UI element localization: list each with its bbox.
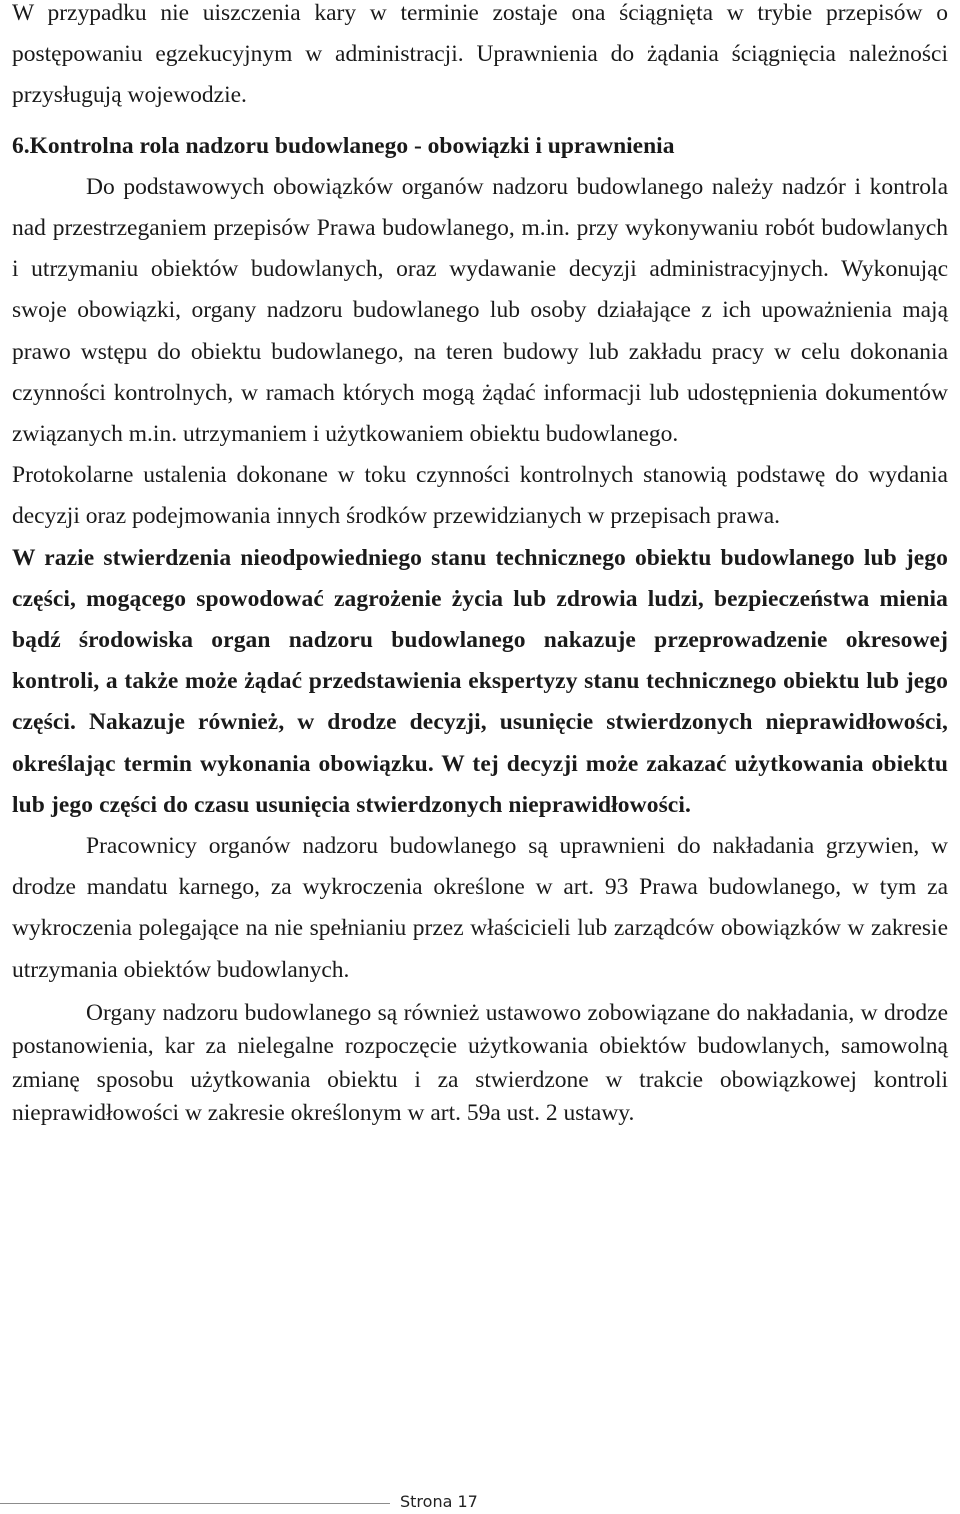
paragraph-penalties: Organy nadzoru budowlanego są również ustawowo zobowiązane do nakładania, w drodze postanowienia, kar za nielegalne rozpoczęcie użytkowania obiektów budowlanych, samowolną zmianę sposobu użytkowania obiektu i za stwierdzone w trakcie obowiązkowej kontroli nieprawidłowości w zakresie określonym w art. 59a ust. 2 ustawy. — [12, 999, 948, 1127]
footer-divider — [0, 1503, 390, 1504]
paragraph-supervision-duties: Do podstawowych obowiązków organów nadzoru budowlanego należy nadzór i kontrola nad przestrzeganiem przepisów Prawa budowlanego, m.in. przy wykonywaniu robót budowlanych i utrzymaniu obiektów budowlanych, oraz wydawanie decyzji administracyjnych. Wykonując swoje obowiązki, organy nadzoru budowlanego lub osoby działające z ich upoważnienia mają prawo wstępu do obiektu budowlanego, na teren budowy lub zakładu pracy w celu dokonania czynności kontrolnych, w ramach których mogą żądać informacji lub udostępnienia dokumentów związanych m.in. utrzymaniem i użytkowaniem obiektu budowlanego. — [12, 173, 948, 448]
page-footer — [0, 1490, 960, 1514]
section-heading: 6.Kontrolna rola nadzoru budowlanego - obowiązki i uprawnienia — [12, 132, 675, 159]
document-page — [12, 0, 948, 1131]
paragraph-protocol-findings: Protokolarne ustalenia dokonane w toku czynności kontrolnych stanowią podstawę do wydania decyzji oraz podejmowania innych środków przewidzianych w przepisach prawa. — [12, 462, 948, 530]
paragraph-penalty-collection: W przypadku nie uiszczenia kary w terminie zostaje ona ściągnięta w trybie przepisów o postępowaniu egzekucyjnym w administracji. Uprawnienia do żądania ściągnięcia należności przysługują wojewodzie. — [12, 0, 948, 109]
paragraph-technical-condition: W razie stwierdzenia nieodpowiedniego stanu technicznego obiektu budowlanego lub jego części, mogącego spowodować zagrożenie życia lub zdrowia ludzi, bezpieczeństwa mienia bądź środowiska organ nadzoru budowlanego nakazuje przeprowadzenie okresowej kontroli, a także może żądać przedstawienia ekspertyzy stanu technicznego obiektu lub jego części. Nakazuje również, w drodze decyzji, usunięcie stwierdzonych nieprawidłowości, określając termin wykonania obowiązku. W tej decyzji może zakazać użytkowania obiektu lub jego części do czasu usunięcia stwierdzonych nieprawidłowości. — [12, 544, 948, 818]
paragraph-fines: Pracownicy organów nadzoru budowlanego są uprawnieni do nakładania grzywien, w drodze mandatu karnego, za wykroczenia określone w art. 93 Prawa budowlanego, w tym za wykroczenia polegające na nie spełnianiu przez właścicieli lub zarządców obowiązków w zakresie utrzymania obiektów budowlanych. — [12, 833, 948, 983]
page-number: Strona 17 — [400, 1492, 478, 1511]
